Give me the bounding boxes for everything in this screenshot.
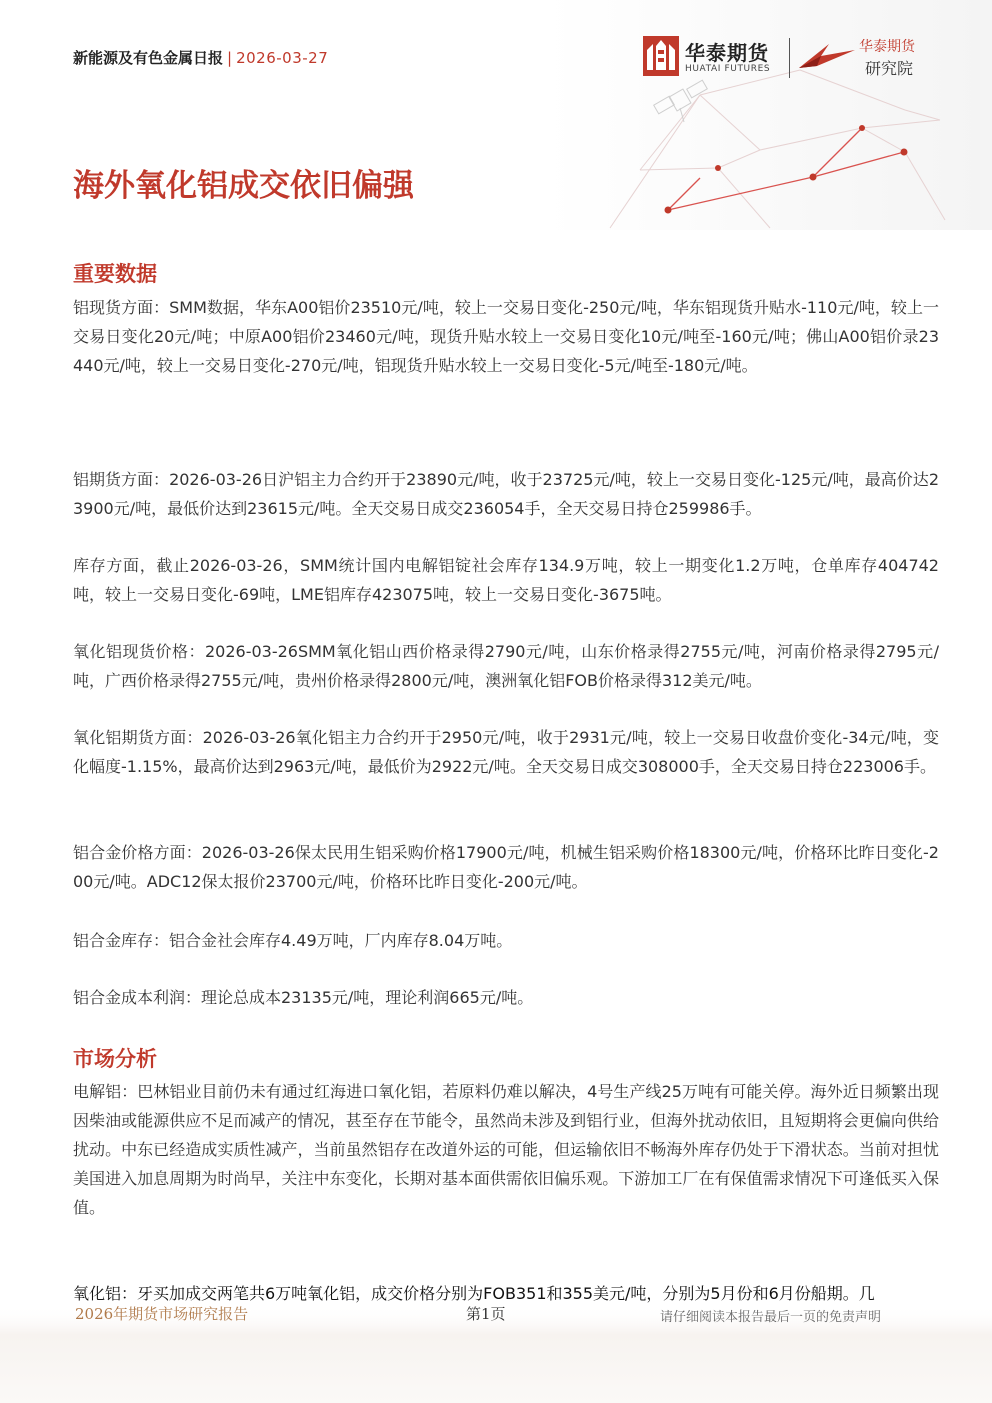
alumina-spot-paragraph: 氧化铝现货价格：2026-03-26SMM氧化铝山西价格录得2790元/吨，山东价格录得2755元/吨，河南价格录得2795元/吨，广西价格录得2755元/吨，贵州价格录得2800元/吨，澳洲氧化铝FOB价格录得312美元/吨。 [73,642,939,690]
market-analysis-heading: 市场分析 [73,1047,157,1071]
report-name: 新能源及有色金属日报 [73,49,224,67]
huatai-futures-logo [643,36,783,80]
institute-name-line1: 华泰期货 [859,39,915,55]
inventory-paragraph: 库存方面，截止2026-03-26，SMM统计国内电解铝锭社会库存134.9万吨，较上一期变化1.2万吨，仓单库存404742吨，较上一交易日变化-69吨，LME铝库存423075吨，较上一交易日变化-3675吨。 [73,556,939,604]
alumina-analysis: 氧化铝：牙买加成交两笔共6万吨氧化铝，成交价格分别为FOB351和355美元/吨，分别为5月份和6月份船期。几 [73,1284,875,1303]
alumina-futures-paragraph: 氧化铝期货方面：2026-03-26氧化铝主力合约开于2950元/吨，收于2931元/吨，较上一交易日收盘价变化-34元/吨，变化幅度-1.15%，最高价达到2963元/吨，最低价为2922元/吨。全天交易日成交308000手，全天交易日持仓223006手。 [73,728,939,776]
alloy-price-paragraph: 铝合金价格方面：2026-03-26保太民用生铝采购价格17900元/吨，机械生铝采购价格18300元/吨，价格环比昨日变化-200元/吨。ADC12保太报价23700元/吨，价格环比昨日变化-200元/吨。 [73,843,939,891]
logo-divider [789,38,790,78]
disclaimer-notice: 请仔细阅读本报告最后一页的免责声明 [660,1310,882,1325]
page-number: 第1页 [466,1305,506,1323]
logo-chinese-name: 华泰期货 [685,41,769,65]
key-data-heading: 重要数据 [73,262,157,286]
report-date: 2026-03-27 [236,49,329,67]
huatai-logo-icon [643,36,679,76]
aluminum-spot-paragraph: 铝现货方面：SMM数据，华东A00铝价23510元/吨，较上一交易日变化-250元/吨，华东铝现货升贴水-110元/吨，较上一交易日变化20元/吨；中原A00铝价23460元/吨，现货升贴水较上一交易日变化10元/吨至-160元/吨；佛山A00铝价录23440元/吨，较上一交易日变化-270元/吨，铝现货升贴水较上一交易日变化-5元/吨至-180元/吨。 [73,298,939,375]
electrolytic-aluminum-analysis: 电解铝：巴林铝业目前仍未有通过红海进口氧化铝，若原料仍难以解决，4号生产线25万吨有可能关停。海外近日频繁出现因柴油或能源供应不足而减产的情况，甚至存在节能令，虽然尚未涉及到铝行业，但海外扰动依旧，且短期将会更偏向供给扰动。中东已经造成实质性减产，当前虽然铝存在改道外运的可能，但运输依旧不畅海外库存仍处于下滑状态。当前对担忧美国进入加息周期为时尚早，关注中东变化，长期对基本面供需依旧偏乐观。下游加工厂在有保值需求情况下可逢低买入保值。 [73,1082,939,1217]
research-institute-logo [797,36,927,80]
alloy-inventory-paragraph: 铝合金库存：铝合金社会库存4.49万吨，厂内库存8.04万吨。 [73,931,513,950]
header-separator: | [227,49,233,67]
alloy-profit-paragraph: 铝合金成本利润：理论总成本23135元/吨，理论利润665元/吨。 [73,988,534,1007]
institute-name-line2: 研究院 [865,59,914,78]
aluminum-futures-paragraph: 铝期货方面：2026-03-26日沪铝主力合约开于23890元/吨，收于23725元/吨，较上一交易日变化-125元/吨，最高价达23900元/吨，最低价达到23615元/吨。全天交易日成交236054手，全天交易日持仓259986手。 [73,470,939,518]
footer-report-series: 2026年期货市场研究报告 [75,1305,249,1323]
report-header [73,47,328,68]
institute-wing-icon [797,38,859,72]
page-title: 海外氧化铝成交依旧偏强 [73,168,414,204]
logo-english-name: HUATAI FUTURES [685,64,771,74]
